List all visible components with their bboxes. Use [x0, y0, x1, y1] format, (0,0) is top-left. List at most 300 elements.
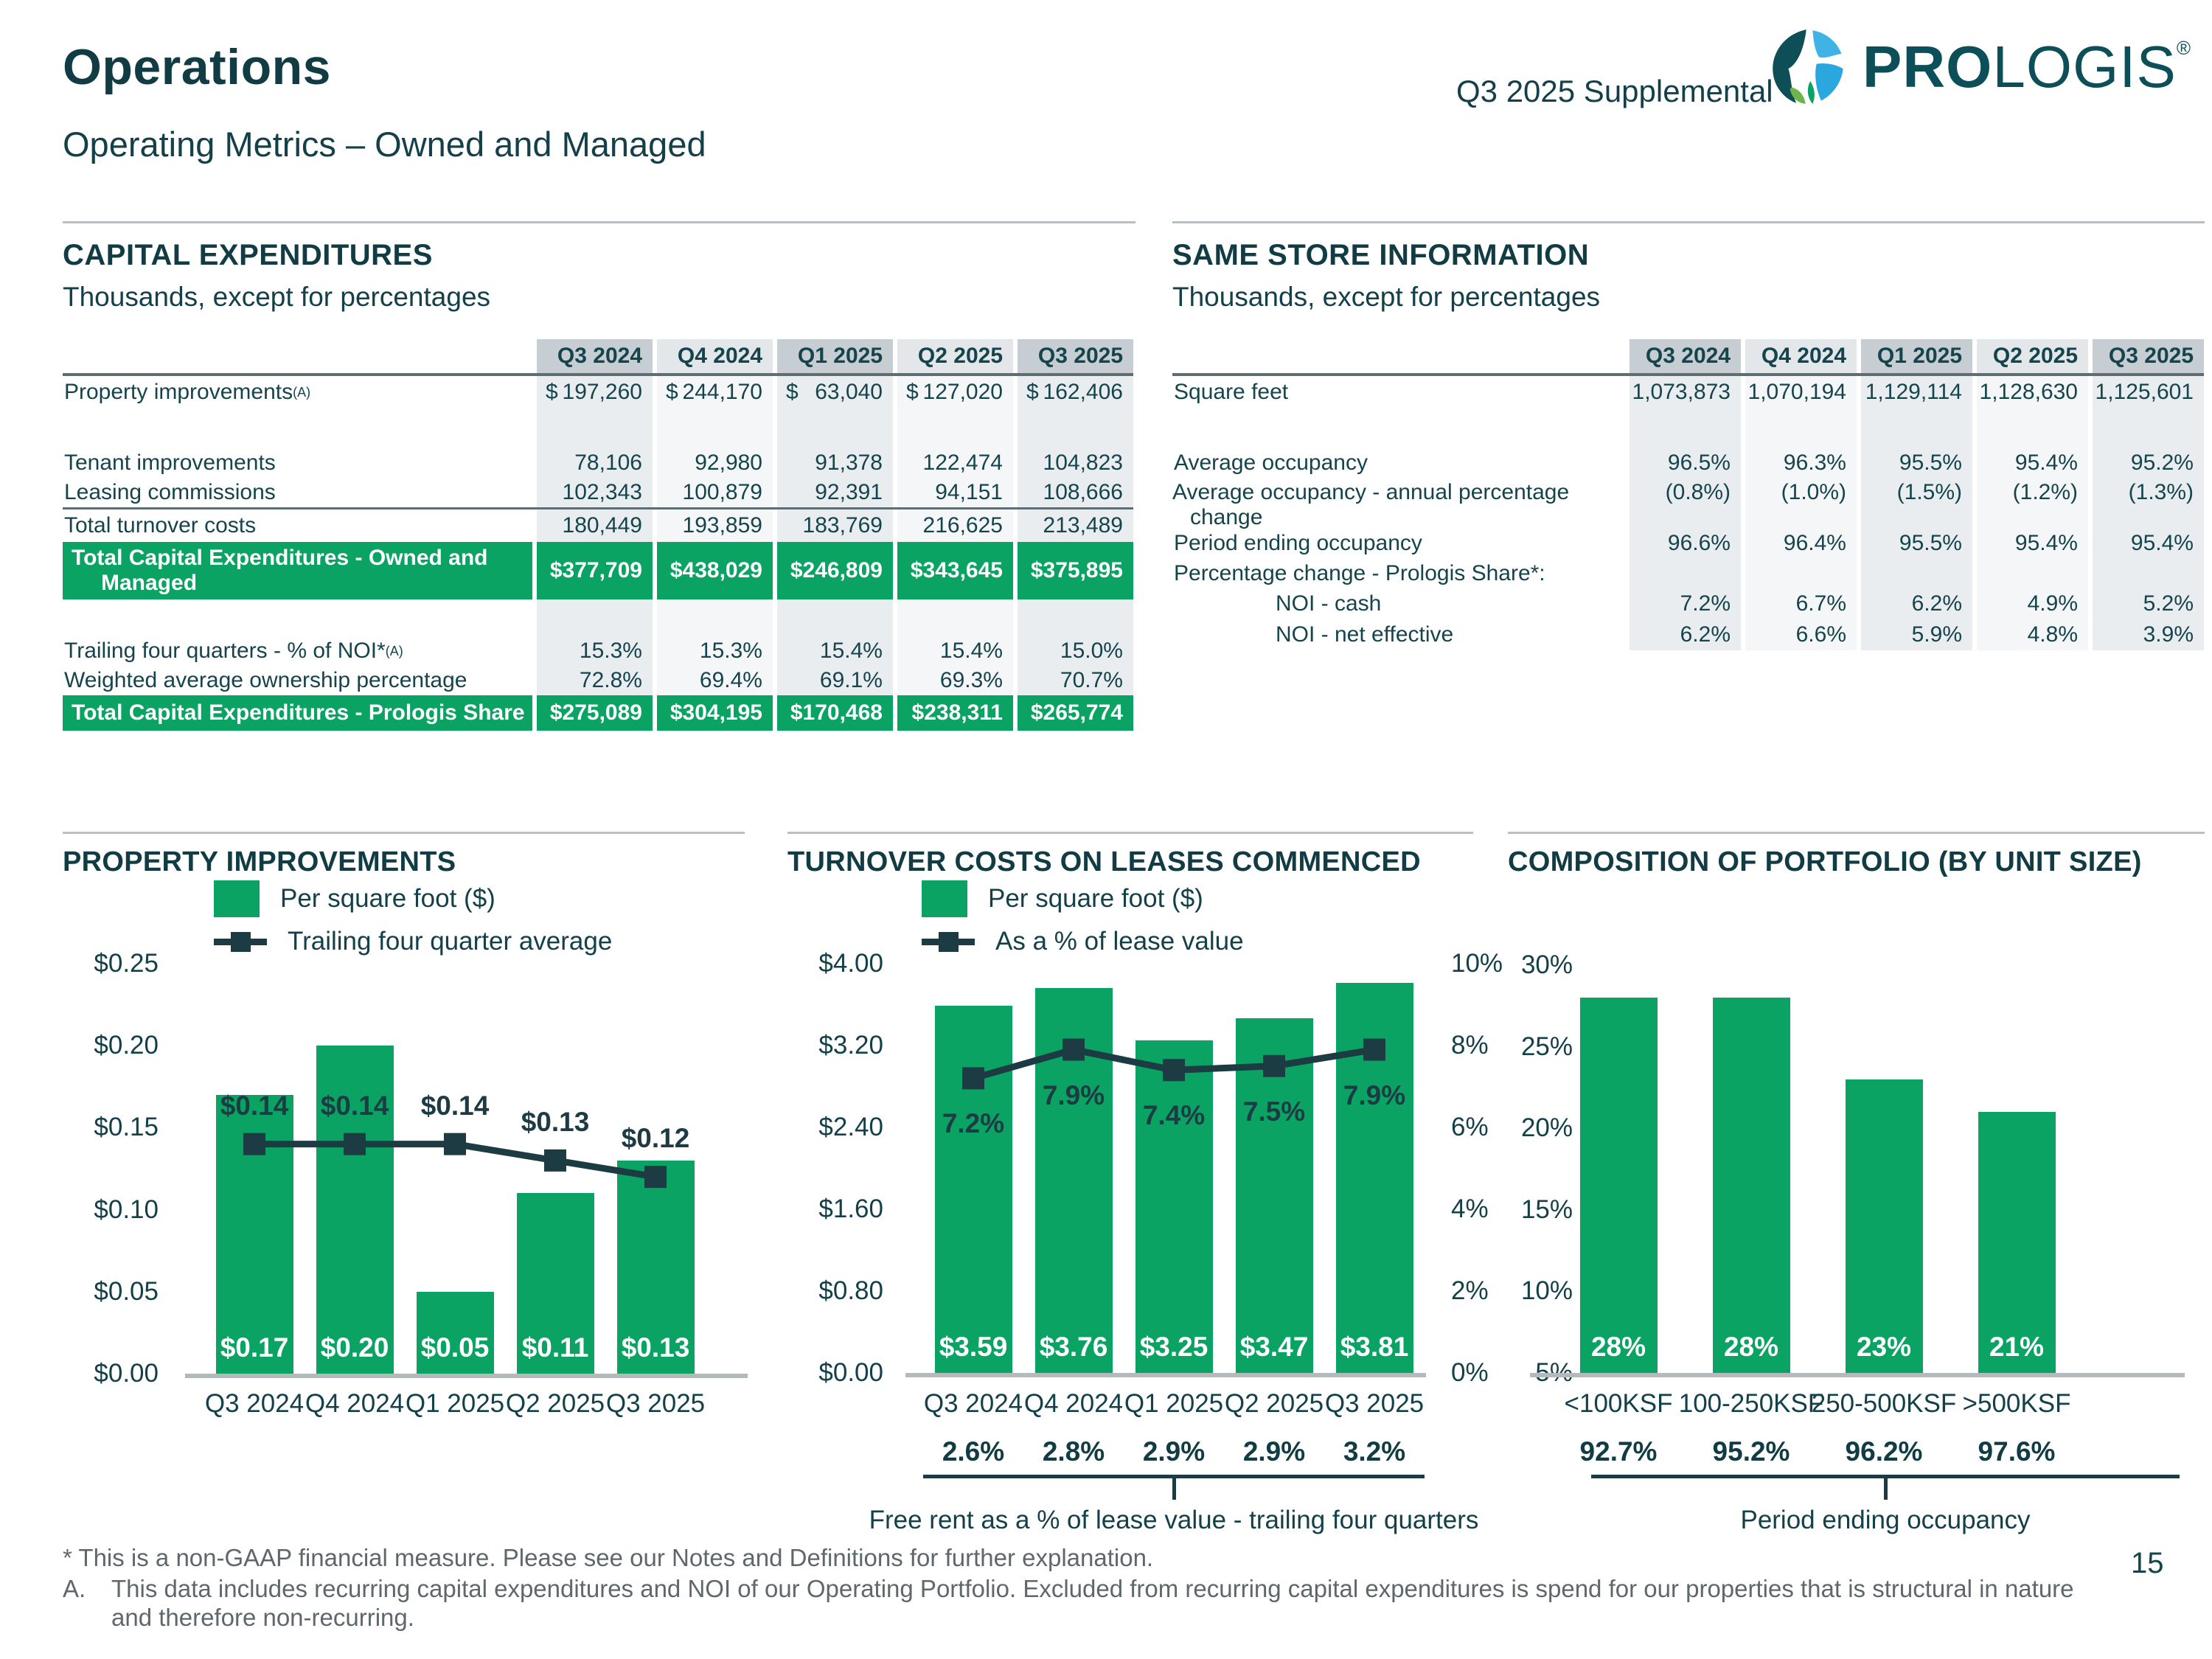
cell-value: (1.3%): [2128, 480, 2194, 504]
chart-divider-line: [787, 832, 1473, 834]
spacer-cell: [1018, 599, 1133, 636]
value-cell: [2093, 559, 2204, 588]
cell-value: (1.5%): [1896, 480, 1962, 504]
samestore-table: [1172, 339, 2204, 650]
x-axis-label: <100KSF: [1564, 1389, 1673, 1418]
spacer-cell: [537, 408, 653, 448]
legend-line-swatch-icon: [214, 923, 267, 960]
secondary-y-axis-tick-label: 10%: [1451, 949, 1503, 978]
value-cell: [777, 666, 893, 695]
value-cell: [1745, 478, 1857, 529]
value-cell: [1745, 448, 1857, 478]
row-label: [1172, 448, 1625, 478]
spacer-cell: [1630, 408, 1741, 448]
spacer-cell: [1977, 408, 2088, 448]
legend-item: [214, 923, 612, 960]
bar-value-label: $3.81: [1340, 1332, 1409, 1362]
y-axis-tick-label: 30%: [1520, 950, 1573, 979]
x-axis-label: Q3 2024: [923, 1389, 1023, 1418]
table-row: [1172, 588, 2204, 619]
y-axis-tick-label: $0.80: [818, 1276, 883, 1305]
dollar-sign: $: [546, 380, 558, 404]
spacer-cell: [2093, 408, 2204, 448]
spacer-cell: [777, 408, 893, 448]
line-value-label: 7.9%: [1042, 1079, 1105, 1110]
y-axis-tick-label: $0.20: [94, 1031, 159, 1060]
legend-label: Per square foot ($): [280, 884, 495, 913]
value-cell: [1630, 619, 1741, 650]
y-axis-tick-label: 20%: [1520, 1113, 1573, 1143]
sub-metric-value: 2.9%: [1142, 1436, 1206, 1467]
table-row: [63, 542, 1133, 599]
x-axis-label: Q3 2025: [1324, 1389, 1425, 1418]
x-axis-label: Q1 2025: [1124, 1389, 1224, 1418]
page-title: Operations: [63, 39, 331, 95]
x-axis-label: >500KSF: [1962, 1389, 2071, 1418]
row-label-text: Average occupancy - annual percentage change: [1172, 480, 1570, 529]
cell-value: 69.1%: [819, 668, 883, 692]
legend-item: [214, 880, 495, 917]
cell-value: 63,040: [815, 380, 883, 404]
total-cell: $275,089: [537, 695, 653, 731]
cell-value: 15.0%: [1060, 639, 1123, 663]
row-label-text: Average occupancy: [1174, 451, 1368, 476]
y-axis-tick-label: $1.60: [818, 1194, 883, 1223]
sub-metric-value: 96.2%: [1845, 1436, 1923, 1467]
cell-value: 122,474: [922, 451, 1003, 475]
cell-value: 96.4%: [1783, 531, 1846, 555]
total-cell: $438,029: [657, 542, 773, 599]
sub-metric-value: 92.7%: [1579, 1436, 1658, 1467]
page-number: 15: [2131, 1547, 2164, 1579]
spacer-cell: [897, 599, 1013, 636]
bar-value-label: $0.05: [420, 1332, 490, 1363]
value-cell: [1745, 619, 1857, 650]
spacer-cell: [897, 408, 1013, 448]
table-corner-cell: [1172, 339, 1625, 373]
legend-label: As a % of lease value: [995, 927, 1244, 956]
table-row: [63, 408, 1133, 448]
value-cell: [2093, 588, 2204, 619]
line-marker: [644, 1166, 667, 1188]
table-row: [63, 599, 1133, 636]
right-section-divider: [1172, 221, 2205, 223]
bar-value-label: 28%: [1590, 1332, 1646, 1362]
cell-value: 1,073,873: [1632, 380, 1731, 404]
bar-value-label: 28%: [1723, 1332, 1779, 1362]
bar-value-label: $0.17: [220, 1332, 289, 1363]
page-subtitle: Operating Metrics – Owned and Managed: [63, 125, 706, 164]
chart-divider-line: [63, 832, 745, 834]
footnote-a-text: This data includes recurring capital expenditures and NOI of our Operating Portfolio. Excluded from recurring capital expenditures is spend for our properties that is structural in nature and therefore non-recurring.: [111, 1575, 2074, 1631]
row-label: [63, 478, 532, 507]
cell-value: 95.4%: [2130, 531, 2194, 555]
value-cell: [777, 448, 893, 478]
cell-value: 95.5%: [1899, 531, 1962, 555]
value-cell: [1861, 619, 1972, 650]
value-cell: [1018, 509, 1133, 542]
row-label-text: NOI - cash: [1276, 591, 1382, 616]
dollar-sign: $: [666, 380, 678, 404]
cell-value: 7.2%: [1680, 591, 1731, 616]
legend-label: Per square foot ($): [988, 884, 1203, 913]
chart-title: COMPOSITION OF PORTFOLIO (BY UNIT SIZE): [1508, 846, 2142, 877]
cell-value: 94,151: [935, 480, 1003, 504]
row-label: [1172, 376, 1625, 408]
row-label: [1172, 528, 1625, 559]
row-label-text: Property improvements: [64, 380, 293, 405]
property-improvements-chart: [63, 832, 745, 1562]
x-axis-label: Q4 2024: [305, 1389, 405, 1418]
value-cell: [1977, 376, 2088, 408]
value-cell: [537, 478, 653, 507]
row-label: Trailing four quarters - % of NOI* (A): [64, 639, 403, 664]
total-row-label: Total Capital Expenditures - Owned and Managed: [63, 542, 532, 599]
cell-value: 70.7%: [1060, 668, 1123, 692]
legend-line-swatch-icon: [922, 923, 975, 960]
value-cell: [1018, 636, 1133, 666]
cell-value: 4.8%: [2027, 622, 2078, 647]
x-axis-label: 250-500KSF: [1811, 1389, 1957, 1418]
value-cell: [777, 509, 893, 542]
x-axis-label: Q3 2025: [605, 1389, 706, 1418]
column-header: Q2 2025: [897, 339, 1013, 373]
y-axis-tick-label: $0.10: [94, 1194, 159, 1224]
total-cell: $265,774: [1018, 695, 1133, 731]
value-cell: [897, 478, 1013, 507]
value-cell: [1977, 619, 2088, 650]
legend-bar-swatch-icon: [922, 880, 967, 917]
table-row: [1172, 559, 2204, 588]
table-row: [1172, 528, 2204, 559]
cell-value: 183,769: [802, 513, 883, 538]
value-cell: [1977, 448, 2088, 478]
cell-value: 91,378: [815, 451, 883, 475]
prologis-logo: [1770, 28, 2191, 106]
table-row: [63, 339, 1133, 376]
spacer-cell: [1018, 408, 1133, 448]
spacer-cell: [777, 599, 893, 636]
value-cell: [657, 376, 773, 408]
value-cell: [1861, 448, 1972, 478]
row-label-text: Square feet: [1174, 380, 1289, 405]
cell-value: 244,170: [682, 380, 762, 404]
value-cell: [1745, 588, 1857, 619]
line-marker: [243, 1133, 265, 1155]
cell-value: 6.2%: [1911, 591, 1962, 616]
trend-line: [923, 964, 1425, 1373]
trend-line: [204, 964, 706, 1374]
value-cell: [537, 448, 653, 478]
total-cell: $246,809: [777, 542, 893, 599]
table-row: [1172, 448, 2204, 478]
bar-value-label: 21%: [1989, 1332, 2045, 1362]
table-row: [1172, 376, 2204, 408]
table-row: [1172, 619, 2204, 650]
legend-line-marker: [231, 932, 251, 952]
cell-value: 96.3%: [1783, 451, 1846, 475]
cell-value: (1.0%): [1781, 480, 1846, 504]
total-cell: $238,311: [897, 695, 1013, 731]
secondary-y-axis-tick-label: 2%: [1451, 1276, 1489, 1305]
row-label: [63, 509, 532, 542]
spacer-cell: [1861, 408, 1972, 448]
value-cell: [1745, 376, 1857, 408]
cell-value: 127,020: [922, 380, 1003, 404]
value-cell: [1745, 559, 1857, 588]
line-value-label: $0.14: [220, 1090, 289, 1121]
y-axis-tick-label: $3.20: [818, 1031, 883, 1060]
secondary-y-axis-tick-label: 0%: [1451, 1358, 1489, 1387]
column-header: Q4 2024: [657, 339, 773, 373]
cell-value: 6.6%: [1795, 622, 1846, 647]
legend-bar-swatch-icon: [214, 880, 260, 917]
cell-value: 69.4%: [699, 668, 762, 692]
cell-value: 72.8%: [579, 668, 642, 692]
table-row: [63, 507, 1133, 542]
value-cell: [2093, 619, 2204, 650]
value-cell: [537, 376, 653, 408]
line-value-label: 7.2%: [942, 1108, 1005, 1139]
total-cell: $375,895: [1018, 542, 1133, 599]
sub-metric-value: 97.6%: [1978, 1436, 2056, 1467]
legend-line-marker: [939, 932, 959, 952]
cell-value: 6.7%: [1795, 591, 1846, 616]
footnote-a: [63, 1575, 2083, 1632]
table-row: [63, 695, 1133, 731]
y-axis-tick-label: $0.25: [94, 949, 159, 978]
table-row: [1172, 408, 2204, 448]
value-cell: [897, 666, 1013, 695]
line-marker: [1163, 1059, 1185, 1081]
secondary-y-axis-tick-label: 6%: [1451, 1113, 1489, 1141]
cell-value: 5.2%: [2143, 591, 2194, 616]
row-label: [63, 666, 532, 695]
value-cell: [1018, 448, 1133, 478]
value-cell: [897, 376, 1013, 408]
capex-section-title: CAPITAL EXPENDITURES: [63, 239, 433, 271]
line-marker: [962, 1067, 984, 1089]
bracket-tick: [1172, 1475, 1176, 1500]
sub-metric-caption: Free rent as a % of lease value - trailing four quarters: [869, 1506, 1479, 1534]
row-label: [1172, 559, 1625, 588]
sub-metric-value: 3.2%: [1343, 1436, 1406, 1467]
cell-value: 5.9%: [1911, 622, 1962, 647]
value-cell: [1630, 376, 1741, 408]
cell-value: 92,391: [815, 480, 883, 504]
x-axis-line: [905, 1373, 1426, 1377]
cell-value: 4.9%: [2027, 591, 2078, 616]
cell-value: 1,129,114: [1865, 380, 1962, 404]
table-row: [63, 448, 1133, 478]
row-label: [63, 448, 532, 478]
cell-value: 1,070,194: [1747, 380, 1846, 404]
value-cell: [2093, 478, 2204, 529]
row-label-text: Leasing commissions: [64, 480, 276, 505]
cell-value: 15.3%: [579, 639, 642, 663]
legend-label: Trailing four quarter average: [288, 927, 613, 956]
column-header: Q3 2025: [1018, 339, 1133, 373]
bar-value-label: $3.76: [1039, 1332, 1108, 1362]
x-axis-line: [1530, 1373, 2185, 1377]
cell-value: 95.2%: [2130, 451, 2194, 475]
footnote-a-label: A.: [63, 1575, 86, 1603]
sub-metric-caption: Period ending occupancy: [1740, 1506, 2031, 1534]
cell-value: 96.6%: [1667, 531, 1731, 555]
value-cell: [777, 376, 893, 408]
y-axis-tick-label: $4.00: [818, 949, 883, 978]
x-axis-label: Q2 2025: [505, 1389, 605, 1418]
bar-value-label: $0.20: [320, 1332, 389, 1363]
value-cell: [1977, 528, 2088, 559]
samestore-section-subtitle: Thousands, except for percentages: [1172, 282, 1601, 312]
bracket-tick: [1884, 1475, 1888, 1500]
value-cell: [2093, 528, 2204, 559]
value-cell: [1977, 588, 2088, 619]
column-header: Q3 2024: [537, 339, 653, 373]
value-cell: [1861, 376, 1972, 408]
value-cell: [1861, 588, 1972, 619]
portfolio-composition-chart: [1508, 832, 2205, 1562]
cell-value: 3.9%: [2143, 622, 2194, 647]
secondary-y-axis-tick-label: 8%: [1451, 1031, 1489, 1060]
value-cell: [2093, 448, 2204, 478]
cell-value: 6.2%: [1680, 622, 1731, 647]
line-value-label: $0.13: [521, 1106, 590, 1137]
value-cell: [657, 509, 773, 542]
cell-value: (1.2%): [2012, 480, 2078, 504]
dollar-sign: $: [786, 380, 799, 404]
value-cell: [1018, 376, 1133, 408]
turnover-costs-chart: [787, 832, 1503, 1562]
bar-value-label: 23%: [1856, 1332, 1912, 1362]
value-cell: [537, 636, 653, 666]
value-cell: [1630, 588, 1741, 619]
table-row: [63, 636, 1133, 666]
value-cell: [1018, 666, 1133, 695]
row-label: [1172, 588, 1625, 619]
value-cell: [1977, 559, 2088, 588]
value-cell: [1630, 528, 1741, 559]
x-axis-line: [185, 1374, 748, 1378]
chart-title: TURNOVER COSTS ON LEASES COMMENCED: [787, 846, 1421, 877]
y-axis-tick-label: $0.15: [94, 1113, 159, 1142]
row-label-text: Percentage change - Prologis Share*:: [1174, 561, 1545, 586]
total-cell: $170,468: [777, 695, 893, 731]
value-cell: [1630, 478, 1741, 529]
y-axis-tick-label: $0.00: [818, 1358, 883, 1387]
registered-mark: ®: [2176, 37, 2192, 59]
value-cell: [1630, 448, 1741, 478]
value-cell: [2093, 376, 2204, 408]
dollar-sign: $: [906, 380, 919, 404]
table-row: [63, 666, 1133, 695]
value-cell: [897, 509, 1013, 542]
cell-value: 15.4%: [939, 639, 1003, 663]
value-cell: [1977, 478, 2088, 529]
cell-value: 213,489: [1043, 513, 1123, 538]
cell-value: 104,823: [1043, 451, 1123, 475]
bar-value-label: $0.13: [621, 1332, 690, 1363]
cell-value: 15.3%: [699, 639, 762, 663]
row-label: [1172, 478, 1625, 529]
x-axis-label: 100-250KSF: [1678, 1389, 1824, 1418]
table-row: [1172, 478, 2204, 528]
spacer-cell: [537, 599, 653, 636]
table-corner-cell: [63, 339, 532, 373]
value-cell: [1861, 559, 1972, 588]
y-axis-tick-label: $2.40: [818, 1113, 883, 1141]
sub-metric-value: 2.9%: [1242, 1436, 1306, 1467]
y-axis-tick-label: 15%: [1520, 1194, 1573, 1224]
bar-value-label: $3.25: [1139, 1332, 1208, 1362]
column-header: Q4 2024: [1745, 339, 1857, 373]
x-axis-label: Q1 2025: [405, 1389, 505, 1418]
x-axis-label: Q2 2025: [1224, 1389, 1324, 1418]
cell-value: 95.4%: [2014, 451, 2078, 475]
bar: [1580, 998, 1658, 1373]
left-section-divider: [63, 221, 1135, 223]
value-cell: [1630, 559, 1741, 588]
y-axis-tick-label: $0.05: [94, 1276, 159, 1306]
secondary-y-axis-tick-label: 4%: [1451, 1194, 1489, 1223]
legend-item: [922, 923, 1244, 960]
cell-value: 216,625: [922, 513, 1003, 538]
spacer-cell: [657, 408, 773, 448]
value-cell: [1018, 478, 1133, 507]
value-cell: [537, 666, 653, 695]
total-row-label: Total Capital Expenditures - Prologis Share: [63, 695, 532, 731]
row-label: Property improvements (A): [64, 380, 311, 405]
row-label-text: Weighted average ownership percentage: [64, 668, 467, 693]
line-value-label: 7.5%: [1242, 1096, 1306, 1127]
bar-value-label: $3.59: [939, 1332, 1008, 1362]
bar: [1713, 998, 1790, 1373]
total-cell: $377,709: [537, 542, 653, 599]
cell-value: 15.4%: [819, 639, 883, 663]
line-value-label: 7.9%: [1343, 1079, 1406, 1110]
bar: [1846, 1079, 1923, 1373]
spacer-cell: [1745, 408, 1857, 448]
prologis-globe-icon: [1770, 28, 1848, 106]
spacer-label-cell: [63, 408, 532, 448]
cell-value: 1,125,601: [2095, 380, 2194, 404]
sub-metric-value: 2.6%: [942, 1436, 1005, 1467]
cell-value: 95.5%: [1899, 451, 1962, 475]
x-axis-label: Q3 2024: [204, 1389, 305, 1418]
row-label: [1172, 619, 1625, 650]
value-cell: [1745, 528, 1857, 559]
row-label-text: Trailing four quarters - % of NOI*: [64, 639, 386, 664]
prologis-wordmark: PROLOGIS®: [1863, 34, 2192, 100]
line-marker: [344, 1133, 366, 1155]
supplemental-label: Q3 2025 Supplemental: [1456, 74, 1773, 108]
cell-value: (0.8%): [1665, 480, 1731, 504]
spacer-cell: [657, 599, 773, 636]
line-marker: [1062, 1039, 1085, 1061]
spacer-label-cell: [1172, 408, 1625, 448]
cell-value: 162,406: [1043, 380, 1123, 404]
row-label-text: Total turnover costs: [64, 513, 257, 538]
chart-title: PROPERTY IMPROVEMENTS: [63, 846, 456, 877]
table-row: [63, 376, 1133, 408]
spacer-label-cell: [63, 599, 532, 636]
capex-table: [63, 339, 1133, 731]
value-cell: [657, 636, 773, 666]
cell-value: 96.5%: [1667, 451, 1731, 475]
value-cell: [777, 478, 893, 507]
row-label-text: NOI - net effective: [1276, 622, 1454, 647]
